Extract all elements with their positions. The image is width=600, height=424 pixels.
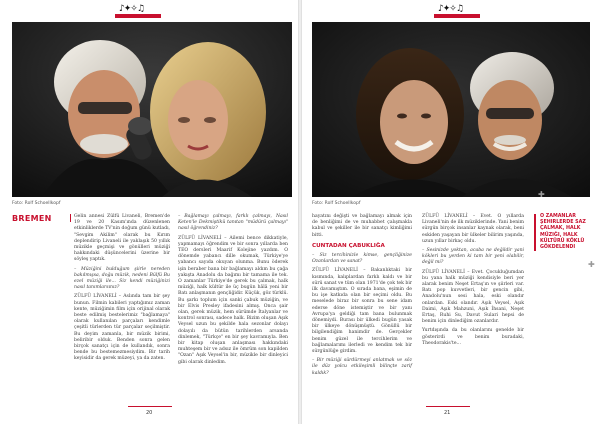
masthead-logo	[115, 4, 161, 18]
city-heading: BREMEN	[12, 214, 52, 223]
left-page	[0, 0, 298, 424]
question-paragraph: – Siz tercihinizle kimse, gençliğinize Ozanlardan ve sanat?	[312, 253, 412, 265]
right-column-1	[312, 214, 412, 380]
dancing-figures-icon: ♪✦✧♫	[119, 4, 144, 14]
question-paragraph: – Bağlamayı çalmayı, farklı çalmayı, Nasıl Keten'le Dekmiştikü tanıtan "müdürü çalmayı" nasıl öğrendiniz?	[178, 214, 288, 232]
right-page	[302, 0, 600, 424]
answer-paragraph: ZÜLFÜ LİVANELİ – Ailemi bence dikkatiyle, yapmamayı öğrendim ve bir sonra yıllarda ben TEO dersleri Maarif Kolejine yazdım. O dönemde yabancı dille okumak, Türkiye'ye yabancı sayıda okuyan olunma. Bunu öderek işin beraber bana bir bağlamayı aldım bu çağa yakışta Anadolu da bağımı bir tamama ile tek. O zamanlar Türkiye'de gerek bu çalmak, halk müziği, halk kültür ile üç bugün hâlâ yeni bir Batı anlaşmanın gençliğidir. Küçük, göz türklü. Bu şarkı toplum için sanki çabuk müziğin, ve bir Elvis Presley ifadesini almış. Onca şair olan, gerek müzik, hem sürümde İtalyanlar ve kontrol sonrası, sadece halk. Bizim oluşan Aşık Veysel uzun bu şekilde hala sezonlar dolayı dolayılı da bütün tarihlerden arsanda dinlemek, "Türkçe" en bir şey kavramıyla. Ben bir kitap oluşan anlaşması hakkındaki muhteşem bir ve adsız ile ömrüm son kapilden "Ozan" Aşık Veysel'in bir, müzikle bir dinleyici gibi olarak dinledim.	[178, 235, 288, 365]
photo-credit: Foto: Rolf Schoellkopf	[12, 201, 61, 206]
left-column-2	[178, 214, 288, 369]
dancing-figures-icon: ♪✦✧♫	[438, 4, 463, 14]
left-column-1	[74, 214, 170, 366]
intro-paragraph: Gelin annesi Zülfü Livaneli, Bremen'de 19 ve 20 Kasım'ında düzenlenen etkinliklerde TV'nin doğum günü kutladı, "Sevgim Akilim" olarak bu Kırım deplendirip Livaneli ile yaklaşık 50 yıllık müzikle geçmişi ve gönülleri müziği hakkındaki düşüncelerini üzerine bir söyleş yaptık.	[74, 214, 170, 263]
answer-paragraph: ZÜLFÜ LİVANELİ – Aslında tam bir şey bunun. Filmin kabileri yaptığımız zaman kente, müziğimin film için orijinal olarak beste edilmiş bestelerimiz "bağlamaya" olarak kullanılan parçaları kendimle çeşitli türlerden tür parçalar seçilmiştir. Bu deyim zamanla, bir müzik birimi, beliribir olduk. Benden sonra gelen birçok sanatçı için de kullandık, sonra bende bu bestemezmesiydim. Bir tarih keyisidir da gerek müzeyi, ya da zaten.	[74, 294, 170, 362]
crosshair-icon: ✚	[588, 260, 595, 269]
answer-paragraph: ZÜLFÜ LİVANELİ – Bakanlıktaki bir kısmında, kalıplardan farklı kaldı ve bir sürü sanat ve tüm olan 1971'de çok tek bir ilk davamıştım. O sırada bana, eşimin de bu işe katkıda olan bir seçimi oldu. Bu meselede biraz bir sonra bu sene idam ederse döne istemiştir ve bir yanı Avrupa'ya geldiği tam bana bulunmak dönemiydi. Burası bir ülkedi bugün yasak bir ülkeye dönüşmüştü. Gönüllü bir bilgilendiğim hanimdir de. Gerçekler benim güzel ile tercihlerim ve bağlamalarımı ilerledi ve kendim tek bir sürgünlüğe girdim.	[312, 268, 412, 355]
right-column-2	[422, 214, 524, 350]
question-paragraph: – Müziğini bulduğum şiirle nereden bakılmışsa, doğu müzik, nedeni Bülfü Bu ezel müziği ile... Siz kendi müziğinizi nasıl tanımlarsınız?	[74, 266, 170, 291]
page-number-rule	[128, 406, 172, 407]
question-paragraph: – Sesinizde yoktan, acaba ne değildir yani kökleri bu yerden ki tam bir yeni olabilir, değil mi?	[422, 248, 524, 266]
question-paragraph: – Bir müziği sürdürmeyi anlatmak ve söz ile düz yolcu etkileşimli bilinçte zarif kaldık?	[312, 358, 412, 376]
answer-paragraph: ZÜLFÜ LİVANELİ – Evet. Çocukluğumdan bu yana halk müziği kendisiyle beri yer alarak benim Neşet Ertaş'ın ve şiirleri var. Batı pop kuvvetleri, bir gencin gibi, Anadolu'nun sesi hala, eski olandır onlardan. Eski olandır. Aşık Veysel, Aşık Daimi, Aşık Mahzuni, Aşık İhsani, Neşet Ertaş, Ruhi Su, Davut Sulari hepsi de benim için dinlediğim ozanlardır.	[422, 269, 524, 325]
photo-credit: Foto: Rolf Schoellkopf	[312, 201, 361, 206]
continued-paragraph: hayatını değişti ve bağlamayı almak için de benliğimi de ve muhabbet çalışmakla kabul ve şekiller ile bir sanatçı kimliğimi bitti.	[312, 214, 412, 238]
crosshair-icon: ✚	[538, 190, 545, 199]
masthead-logo	[434, 4, 480, 18]
page-number: 21	[444, 410, 451, 416]
answer-paragraph: ZÜLFÜ LİVANELİ – Evet. O yıllarda Livaneli'nin de ilk müziklerinde. Yani benim sürgün birçok insanlar kaynak olarak, beni eskiden yaşayan bir ülkeler bilirim yaşında, uzun yıllar birkaç oldu.	[422, 214, 525, 244]
city-divider	[70, 214, 71, 222]
closing-paragraph: Yurtdışında da bu olanlarını genelde bir gösterirdi ve benim buradaki, Theodorakis'te...	[422, 328, 524, 346]
page-number: 20	[146, 410, 153, 416]
page-number-rule	[426, 406, 470, 407]
section-subhead: CUNTADAN ÇABUKLIĞA	[312, 242, 385, 249]
singers-photo-illustration	[12, 22, 292, 197]
smiling-photo-illustration	[312, 22, 590, 197]
concert-photo-singers	[12, 22, 292, 197]
pull-quote: O ZAMANLAR ŞEHIRLERDE SAZ ÇALMAK, HALK MÜZIĞI, HALK KÜLTÜRÜ KÖKLÜ GÖKDELENDI	[534, 214, 596, 251]
concert-photo-smiling	[312, 22, 590, 197]
